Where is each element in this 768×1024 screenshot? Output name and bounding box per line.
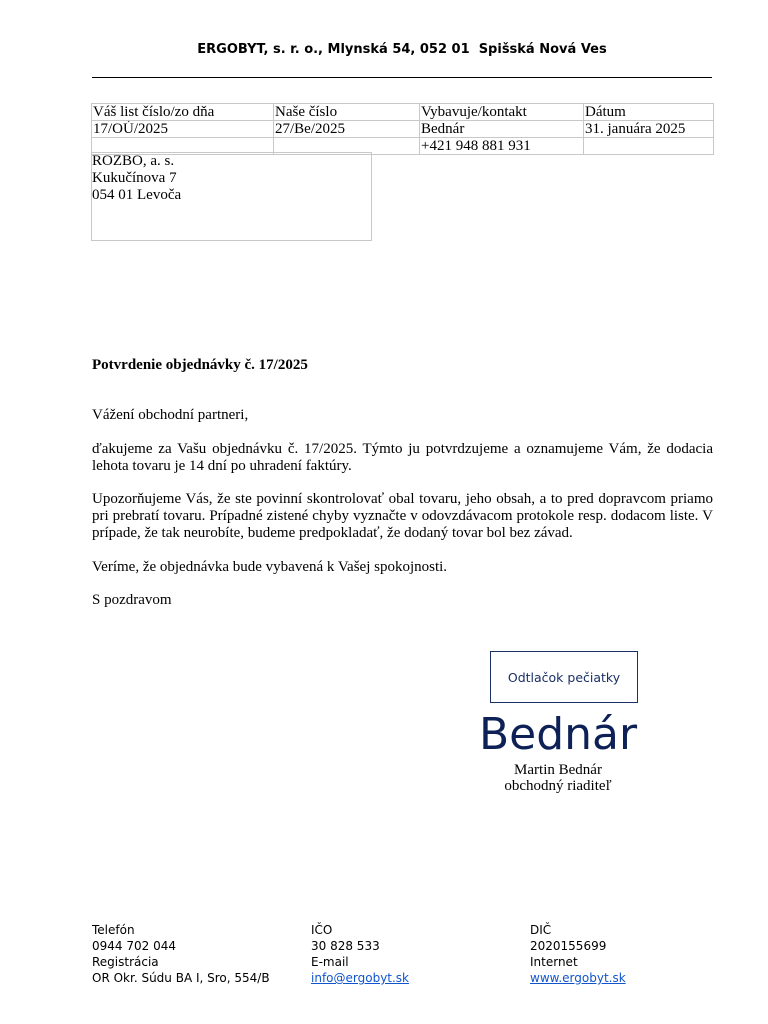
body-paragraph-3: Veríme, že objednávka bude vybavená k Vašej spokojnosti.: [92, 559, 448, 575]
footer-label: E-mail: [311, 955, 349, 969]
closing: S pozdravom: [92, 592, 172, 608]
ref-header-date: Dátum: [584, 104, 714, 121]
stamp-placeholder: [490, 651, 638, 703]
letterhead-divider: [92, 77, 712, 78]
recipient-name: ROZBO, a. s.: [92, 153, 175, 169]
recipient-street: Kukučínova 7: [92, 170, 177, 186]
footer-label: IČO: [311, 923, 333, 937]
footer-label: Internet: [530, 955, 578, 969]
signature: Bednár: [478, 709, 638, 760]
reference-header-row: [92, 104, 714, 121]
ref-header-our-number: Naše číslo: [274, 104, 420, 121]
ref-date: 31. januára 2025: [584, 121, 714, 138]
reference-table: [91, 103, 714, 155]
body-paragraph-1: ďakujeme za Vašu objednávku č. 17/2025. Týmto ju potvrdzujeme a oznamujeme Vám, že dodacia lehota tovaru je 14 dní po uhradení faktúry.: [92, 441, 713, 474]
body-paragraph-2: Upozorňujeme Vás, že ste povinní skontrolovať obal tovaru, jeho obsah, a to pred dopravcom priamo pri prebratí tovaru. Prípadné zistené chyby vyznačte v odovzdávacom protokole resp. dodacom liste. V prípade, že tak neurobíte, budeme predpokladať, že dodaný tovar bol bez závad.: [92, 491, 713, 541]
footer-registration: OR Okr. Súdu BA I, Sro, 554/B: [92, 971, 270, 985]
ref-contact-phone: +421 948 881 931: [420, 138, 584, 155]
footer-dic: 2020155699: [530, 939, 607, 953]
footer-ico: 30 828 533: [311, 939, 380, 953]
footer-label: DIČ: [530, 923, 552, 937]
footer-column-ico: [311, 922, 409, 986]
ref-header-your-letter: Váš list číslo/zo dňa: [92, 104, 274, 121]
signer-title: obchodný riaditeľ: [504, 778, 612, 794]
ref-your-letter: 17/OÚ/2025: [92, 121, 274, 138]
footer-website-link[interactable]: www.ergobyt.sk: [530, 971, 626, 985]
reference-value-row: [92, 121, 714, 138]
footer-email-link[interactable]: info@ergobyt.sk: [311, 971, 410, 985]
signer-name: Martin Bednár: [514, 762, 602, 778]
ref-our-number: 27/Be/2025: [274, 121, 420, 138]
recipient-city: 054 01 Levoča: [92, 187, 182, 203]
footer-column-dic: [530, 922, 626, 986]
ref-empty-cell: [584, 138, 714, 155]
recipient-address-box: [91, 152, 372, 241]
letter-subject: Potvrdenie objednávky č. 17/2025: [92, 357, 308, 373]
footer-column-phone: [92, 922, 270, 986]
signer-block: [458, 762, 658, 794]
letterhead: ERGOBYT, s. r. o., Mlynská 54, 052 01 Spišská Nová Ves: [197, 42, 607, 57]
footer-phone: 0944 702 044: [92, 939, 176, 953]
ref-header-contact: Vybavuje/kontakt: [420, 104, 584, 121]
stamp-label: Odtlačok pečiatky: [507, 669, 621, 685]
ref-contact-name: Bednár: [420, 121, 584, 138]
footer-label: Registrácia: [92, 955, 159, 969]
salutation: Vážení obchodní partneri,: [92, 407, 249, 423]
footer-label: Telefón: [92, 923, 135, 937]
